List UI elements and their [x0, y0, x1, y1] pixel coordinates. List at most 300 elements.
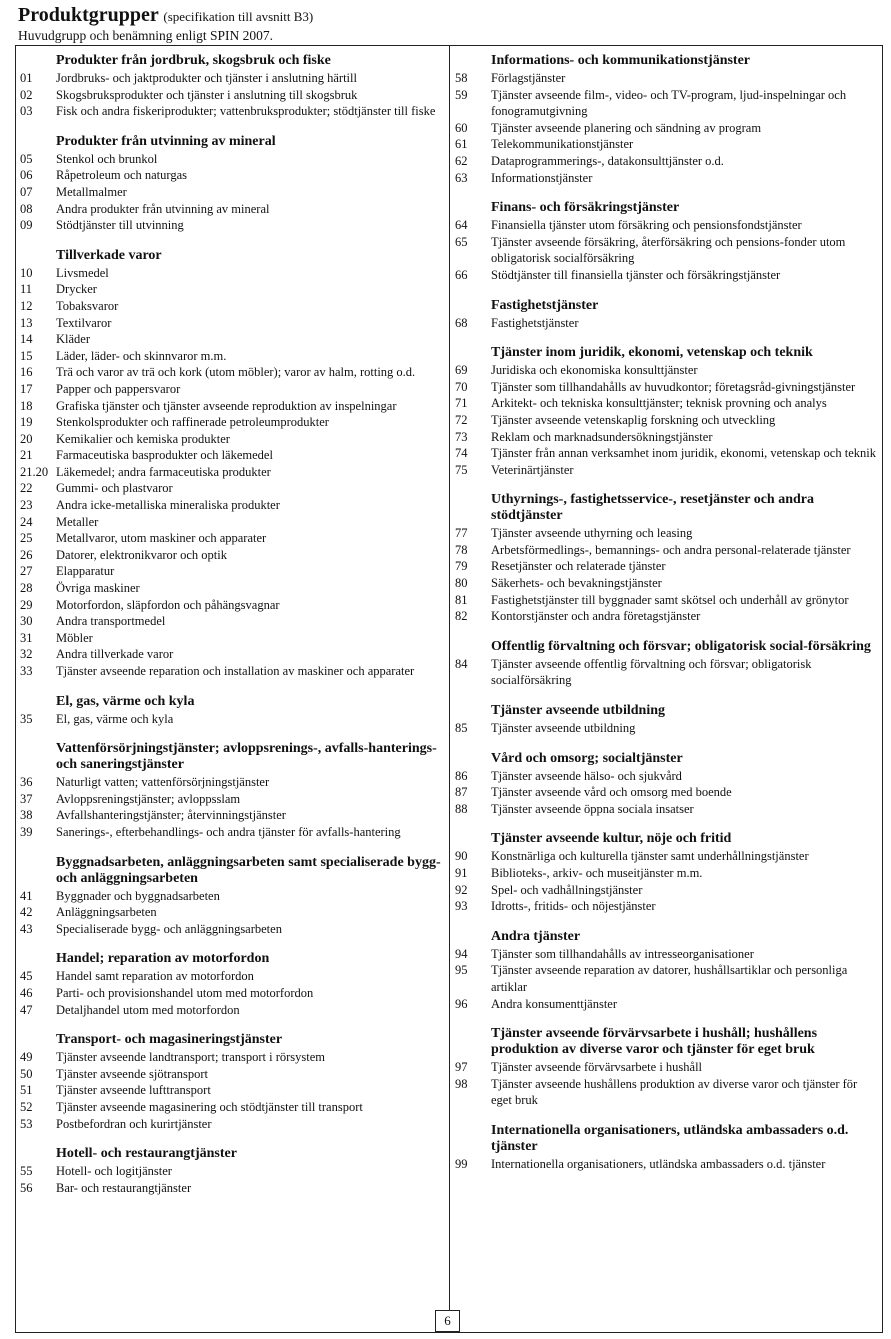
- item-code: 16: [20, 365, 33, 380]
- item-label: Specialiserade bygg- och anläggningsarbeten: [56, 921, 282, 936]
- list-item: [455, 575, 880, 592]
- item-code: 90: [455, 849, 468, 864]
- item-code: 20: [20, 431, 33, 446]
- item-code: 99: [455, 1156, 468, 1171]
- item-label: Tjänster avseende offentlig förvaltning och försvar; obligatorisk socialförsäkring: [491, 656, 812, 688]
- list-item: [20, 217, 445, 234]
- item-code: 84: [455, 656, 468, 671]
- item-label: Fastighetstjänster: [491, 315, 579, 330]
- list-item: [20, 1002, 445, 1019]
- item-label: Idrotts-, fritids- och nöjestjänster: [491, 899, 656, 914]
- item-code: 23: [20, 498, 33, 513]
- list-item: [455, 962, 880, 995]
- list-item: [20, 774, 445, 791]
- item-label: Avloppsreningstjänster; avloppsslam: [56, 791, 241, 806]
- group-title: Tjänster inom juridik, ekonomi, vetenskap och teknik: [491, 345, 813, 361]
- item-label: Stödtjänster till utvinning: [56, 218, 184, 233]
- item-label: Parti- och provisionshandel utom med motorfordon: [56, 985, 314, 1000]
- item-code: 62: [455, 153, 468, 168]
- item-label: Datorer, elektronikvaror och optik: [56, 547, 227, 562]
- product-group: [455, 703, 880, 737]
- item-label: Övriga maskiner: [56, 581, 140, 596]
- list-item: [20, 824, 445, 841]
- list-item: [20, 1082, 445, 1099]
- item-label: Stenkolsprodukter och raffinerade petroleumprodukter: [56, 415, 329, 430]
- item-code: 80: [455, 576, 468, 591]
- item-label: Resetjänster och relaterade tjänster: [491, 559, 666, 574]
- item-label: El, gas, värme och kyla: [56, 711, 174, 726]
- list-item: [455, 445, 880, 462]
- item-code: 51: [20, 1083, 33, 1098]
- item-label: Drycker: [56, 282, 97, 297]
- list-item: [455, 946, 880, 963]
- document-title: Produktgrupper: [18, 4, 159, 26]
- group-title: Uthyrnings-, fastighetsservice-, resetjänster och andra stödtjänster: [491, 492, 814, 524]
- list-item: [455, 267, 880, 284]
- list-item: [20, 431, 445, 448]
- item-code: 50: [20, 1066, 33, 1081]
- item-code: 37: [20, 791, 33, 806]
- item-label: Andra icke-metalliska mineraliska produkter: [56, 498, 280, 513]
- item-label: Stenkol och brunkol: [56, 151, 158, 166]
- item-label: Säkerhets- och bevakningstjänster: [491, 576, 662, 591]
- list-item: [20, 331, 445, 348]
- item-label: Trä och varor av trä och kork (utom möbler); varor av halm, rotting o.d.: [56, 365, 416, 380]
- item-code: 17: [20, 381, 33, 396]
- item-label: Tjänster avseende försäkring, återförsäkring och pensions-fonder utom obligatorisk socialförsäkring: [491, 234, 846, 266]
- item-code: 26: [20, 547, 33, 562]
- product-group: [455, 831, 880, 914]
- item-label: Finansiella tjänster utom försäkring och pensionsfondstjänster: [491, 218, 802, 233]
- group-title: Vård och omsorg; socialtjänster: [491, 750, 683, 766]
- list-item: [455, 784, 880, 801]
- item-code: 70: [455, 379, 468, 394]
- list-item: [455, 525, 880, 542]
- list-item: [20, 630, 445, 647]
- list-item: [455, 170, 880, 187]
- list-item: [20, 711, 445, 728]
- item-code: 07: [20, 184, 33, 199]
- item-code: 21: [20, 448, 33, 463]
- item-label: Tjänster från annan verksamhet inom juridik, ekonomi, vetenskap och teknik: [491, 446, 876, 461]
- list-item: [455, 153, 880, 170]
- item-code: 92: [455, 882, 468, 897]
- group-title: Fastighetstjänster: [491, 297, 599, 313]
- item-label: Arbetsförmedlings-, bemannings- och andra personal-relaterade tjänster: [491, 542, 851, 557]
- item-code: 08: [20, 201, 33, 216]
- item-code: 33: [20, 664, 33, 678]
- item-code: 55: [20, 1164, 33, 1179]
- item-code: 60: [455, 120, 468, 135]
- item-label: Veterinärtjänster: [491, 462, 574, 477]
- item-code: 05: [20, 151, 33, 166]
- item-code: 12: [20, 298, 33, 313]
- list-item: [20, 315, 445, 332]
- item-code: 42: [20, 905, 33, 920]
- product-group: [455, 1123, 880, 1173]
- item-label: Postbefordran och kurirtjänster: [56, 1116, 212, 1131]
- item-label: Tjänster avseende reparation av datorer, hushållsartiklar och personliga artiklar: [491, 963, 848, 994]
- item-code: 82: [455, 609, 468, 624]
- item-label: Skogsbruksprodukter och tjänster i anslutning till skogsbruk: [56, 87, 358, 102]
- item-label: Byggnader och byggnadsarbeten: [56, 888, 220, 903]
- list-item: [455, 1076, 880, 1109]
- list-item: [455, 315, 880, 332]
- item-label: Metallmalmer: [56, 184, 127, 199]
- item-code: 03: [20, 104, 33, 119]
- list-item: [455, 379, 880, 396]
- item-code: 78: [455, 542, 468, 557]
- item-label: Grafiska tjänster och tjänster avseende reproduktion av inspelningar: [56, 398, 397, 413]
- list-item: [20, 921, 445, 938]
- list-item: [20, 888, 445, 905]
- product-group: [20, 1146, 445, 1196]
- group-title: Andra tjänster: [491, 928, 581, 944]
- group-title: Produkter från jordbruk, skogsbruk och fiske: [56, 53, 331, 68]
- item-label: Tjänster avseende förvärvsarbete i hushåll: [491, 1060, 703, 1075]
- document-description: Huvudgrupp och benämning enligt SPIN 2007.: [18, 28, 273, 43]
- item-code: 49: [20, 1050, 33, 1065]
- item-code: 10: [20, 265, 33, 280]
- item-code: 46: [20, 985, 33, 1000]
- document-title-line: [18, 4, 313, 28]
- item-label: Tjänster avseende lufttransport: [56, 1083, 211, 1098]
- item-code: 81: [455, 592, 468, 607]
- item-label: Internationella organisationers, utländska ambassaders o.d. tjänster: [491, 1156, 826, 1171]
- list-item: [20, 1099, 445, 1116]
- item-label: Tjänster avseende hälso- och sjukvård: [491, 768, 682, 783]
- item-label: Telekommunikationstjänster: [491, 137, 634, 152]
- item-label: Kemikalier och kemiska produkter: [56, 431, 230, 446]
- list-item: [20, 381, 445, 398]
- item-label: Gummi- och plastvaror: [56, 481, 173, 496]
- item-code: 98: [455, 1076, 468, 1091]
- item-label: Informationstjänster: [491, 170, 593, 185]
- item-label: Farmaceutiska basprodukter och läkemedel: [56, 448, 273, 463]
- list-item: [455, 1059, 880, 1076]
- item-code: 43: [20, 921, 33, 936]
- list-item: [455, 865, 880, 882]
- item-label: Tjänster avseende utbildning: [491, 721, 636, 736]
- product-group: [455, 1026, 880, 1109]
- item-label: Andra tillverkade varor: [56, 647, 174, 662]
- group-title: Tjänster avseende förvärvsarbete i hushåll; hushållens produktion av diverse varor och tjänster för eget bruk: [491, 1026, 818, 1058]
- item-code: 39: [20, 824, 33, 839]
- item-code: 93: [455, 899, 468, 914]
- item-code: 53: [20, 1116, 33, 1131]
- item-label: Jordbruks- och jaktprodukter och tjänster i anslutning härtill: [56, 71, 357, 85]
- item-code: 13: [20, 315, 33, 330]
- item-code: 75: [455, 462, 468, 477]
- item-label: Fisk och andra fiskeriprodukter; vattenbruksprodukter; stödtjänster till fiske: [56, 104, 436, 119]
- item-label: Tjänster avseende vetenskaplig forskning och utveckling: [491, 412, 776, 427]
- item-label: Reklam och marknadsundersökningstjänster: [491, 429, 713, 444]
- group-title: Produkter från utvinning av mineral: [56, 133, 276, 149]
- product-group: [455, 53, 880, 186]
- group-title: Tjänster avseende kultur, nöje och fritid: [491, 831, 732, 847]
- list-item: [20, 1180, 445, 1197]
- item-code: 96: [455, 996, 468, 1011]
- list-item: [20, 151, 445, 168]
- item-code: 41: [20, 888, 33, 903]
- product-group: [20, 134, 445, 234]
- item-code: 38: [20, 808, 33, 823]
- list-item: [455, 87, 880, 120]
- list-item: [455, 70, 880, 87]
- right-column: [455, 53, 880, 1187]
- item-code: 29: [20, 597, 33, 612]
- group-title: Tillverkade varor: [56, 247, 162, 263]
- item-code: 71: [455, 396, 468, 411]
- item-code: 95: [455, 963, 468, 978]
- item-label: Metaller: [56, 514, 99, 529]
- list-item: [455, 608, 880, 625]
- item-label: Läkemedel; andra farmaceutiska produkter: [56, 464, 271, 479]
- list-item: [20, 968, 445, 985]
- list-item: [20, 547, 445, 564]
- item-code: 01: [20, 71, 33, 85]
- item-code: 79: [455, 559, 468, 574]
- item-label: Sanerings-, efterbehandlings- och andra tjänster för avfalls-hantering: [56, 824, 401, 839]
- product-group: [455, 929, 880, 1012]
- list-item: [455, 1156, 880, 1173]
- item-label: Papper och pappersvaror: [56, 381, 181, 396]
- group-title: Internationella organisationers, utländska ambassaders o.d. tjänster: [491, 1122, 849, 1154]
- item-code: 35: [20, 711, 33, 726]
- list-item: [455, 558, 880, 575]
- product-group: [455, 639, 880, 689]
- list-item: [20, 281, 445, 298]
- item-code: 94: [455, 946, 468, 961]
- list-item: [455, 429, 880, 446]
- item-code: 09: [20, 218, 33, 233]
- list-item: [455, 848, 880, 865]
- item-code: 24: [20, 514, 33, 529]
- item-code: 73: [455, 429, 468, 444]
- document-subtitle: (specifikation till avsnitt B3): [163, 9, 314, 24]
- list-item: [455, 898, 880, 915]
- item-label: Läder, läder- och skinnvaror m.m.: [56, 348, 227, 363]
- list-item: [20, 580, 445, 597]
- list-item: [20, 464, 445, 481]
- list-item: [455, 217, 880, 234]
- item-code: 68: [455, 315, 468, 330]
- list-item: [20, 646, 445, 663]
- list-item: [20, 167, 445, 184]
- item-label: Metallvaror, utom maskiner och apparater: [56, 531, 267, 546]
- item-label: Biblioteks-, arkiv- och museitjänster m.m.: [491, 866, 703, 880]
- document-header: [18, 4, 313, 44]
- group-title: Transport- och magasineringstjänster: [56, 1032, 283, 1048]
- list-item: [455, 592, 880, 609]
- product-group: [455, 345, 880, 478]
- item-label: Möbler: [56, 630, 93, 645]
- list-item: [20, 497, 445, 514]
- list-item: [20, 103, 445, 120]
- list-item: [20, 807, 445, 824]
- item-code: 52: [20, 1099, 33, 1114]
- list-item: [20, 530, 445, 547]
- list-item: [20, 1163, 445, 1180]
- product-group: [455, 298, 880, 332]
- group-title: Byggnadsarbeten, anläggningsarbeten samt specialiserade bygg- och anläggningsarbeten: [56, 854, 441, 886]
- item-label: Fastighetstjänster till byggnader samt skötsel och underhåll av grönytor: [491, 592, 849, 607]
- item-label: Motorfordon, släpfordon och påhängsvagnar: [56, 597, 280, 612]
- list-item: [20, 613, 445, 630]
- item-label: Detaljhandel utom med motorfordon: [56, 1002, 240, 1017]
- list-item: [20, 298, 445, 315]
- list-item: [20, 265, 445, 282]
- item-code: 91: [455, 866, 468, 880]
- list-item: [455, 120, 880, 137]
- group-title: Informations- och kommunikationstjänster: [491, 53, 751, 68]
- item-code: 47: [20, 1002, 33, 1017]
- item-code: 45: [20, 969, 33, 984]
- left-column: [20, 53, 445, 1210]
- item-code: 21.20: [20, 464, 49, 479]
- product-group: [20, 855, 445, 938]
- item-label: Tjänster avseende planering och sändning av program: [491, 120, 762, 135]
- item-label: Kontorstjänster och andra företagstjänster: [491, 609, 701, 624]
- item-code: 11: [20, 282, 33, 297]
- group-title: Handel; reparation av motorfordon: [56, 951, 270, 967]
- item-code: 88: [455, 801, 468, 816]
- item-label: Andra produkter från utvinning av mineral: [56, 201, 270, 216]
- list-item: [20, 791, 445, 808]
- item-label: Tjänster avseende hushållens produktion av diverse varor och tjänster för eget bruk: [491, 1076, 858, 1108]
- list-item: [20, 201, 445, 218]
- item-code: 25: [20, 531, 33, 546]
- product-group: [20, 741, 445, 840]
- item-code: 72: [455, 412, 468, 427]
- column-divider: [449, 45, 450, 1333]
- item-code: 18: [20, 398, 33, 413]
- list-item: [20, 1066, 445, 1083]
- list-item: [20, 480, 445, 497]
- item-code: 86: [455, 768, 468, 783]
- list-item: [20, 414, 445, 431]
- item-label: Tobaksvaror: [56, 298, 119, 313]
- item-label: Handel samt reparation av motorfordon: [56, 969, 254, 984]
- product-group: [20, 694, 445, 728]
- item-label: Dataprogrammerings-, datakonsulttjänster o.d.: [491, 153, 724, 168]
- item-code: 15: [20, 348, 33, 363]
- list-item: [455, 801, 880, 818]
- item-label: Arkitekt- och tekniska konsulttjänster; teknisk provning och analys: [491, 396, 827, 411]
- item-label: Spel- och vadhållningstjänster: [491, 882, 643, 897]
- list-item: [20, 514, 445, 531]
- list-item: [20, 364, 445, 381]
- item-label: Bar- och restaurangtjänster: [56, 1180, 192, 1195]
- group-title: El, gas, värme och kyla: [56, 693, 195, 709]
- item-code: 66: [455, 267, 468, 282]
- item-label: Konstnärliga och kulturella tjänster samt underhållningstjänster: [491, 849, 809, 864]
- list-item: [20, 447, 445, 464]
- list-item: [20, 1116, 445, 1133]
- list-item: [20, 904, 445, 921]
- list-item: [455, 462, 880, 479]
- list-item: [20, 663, 445, 680]
- item-label: Kläder: [56, 332, 91, 347]
- item-code: 69: [455, 363, 468, 378]
- list-item: [455, 720, 880, 737]
- list-item: [455, 412, 880, 429]
- item-label: Avfallshanteringstjänster; återvinningstjänster: [56, 808, 286, 823]
- item-label: Stödtjänster till finansiella tjänster och försäkringstjänster: [491, 267, 781, 282]
- item-code: 87: [455, 785, 468, 800]
- item-code: 31: [20, 630, 33, 645]
- item-label: Textilvaror: [56, 315, 112, 330]
- list-item: [20, 184, 445, 201]
- product-group: [455, 751, 880, 818]
- item-label: Tjänster avseende vård och omsorg med boende: [491, 785, 732, 800]
- list-item: [20, 70, 445, 87]
- item-label: Tjänster avseende reparation och installation av maskiner och apparater: [56, 664, 415, 678]
- list-item: [20, 398, 445, 415]
- item-code: 97: [455, 1060, 468, 1075]
- item-code: 06: [20, 168, 33, 183]
- item-code: 59: [455, 87, 468, 102]
- group-title: Tjänster avseende utbildning: [491, 703, 665, 719]
- item-label: Juridiska och ekonomiska konsulttjänster: [491, 363, 698, 378]
- product-group: [455, 492, 880, 625]
- group-title: Hotell- och restaurangtjänster: [56, 1146, 237, 1162]
- item-label: Råpetroleum och naturgas: [56, 168, 187, 183]
- item-label: Tjänster avseende öppna sociala insatser: [491, 801, 694, 816]
- group-title: Finans- och försäkringstjänster: [491, 200, 680, 216]
- item-code: 02: [20, 87, 33, 102]
- list-item: [455, 656, 880, 689]
- item-code: 56: [20, 1180, 33, 1195]
- item-label: Tjänster avseende magasinering och stödtjänster till transport: [56, 1099, 363, 1114]
- page-number: 6: [435, 1310, 460, 1332]
- item-code: 61: [455, 137, 468, 152]
- product-group: [20, 248, 445, 680]
- list-item: [455, 362, 880, 379]
- product-group: [20, 1032, 445, 1132]
- item-code: 58: [455, 71, 468, 85]
- item-code: 28: [20, 581, 33, 596]
- item-label: Andra konsumenttjänster: [491, 996, 618, 1011]
- item-label: Naturligt vatten; vattenförsörjningstjänster: [56, 775, 270, 790]
- group-title: Offentlig förvaltning och försvar; obligatorisk social-försäkring: [491, 638, 871, 654]
- item-label: Hotell- och logitjänster: [56, 1164, 172, 1179]
- item-label: Tjänster avseende uthyrning och leasing: [491, 526, 693, 541]
- item-code: 14: [20, 332, 33, 347]
- group-title: Vattenförsörjningstjänster; avloppsrenings-, avfalls-hanterings- och saneringstjänster: [56, 741, 437, 773]
- product-group: [455, 200, 880, 283]
- product-group: [20, 53, 445, 120]
- item-code: 32: [20, 647, 33, 662]
- item-code: 74: [455, 446, 468, 461]
- item-label: Tjänster avseende sjötransport: [56, 1066, 209, 1081]
- list-item: [455, 136, 880, 153]
- item-code: 27: [20, 564, 33, 579]
- item-label: Anläggningsarbeten: [56, 905, 157, 920]
- item-code: 85: [455, 721, 468, 736]
- list-item: [455, 234, 880, 267]
- list-item: [455, 882, 880, 899]
- item-label: Förlagstjänster: [491, 71, 566, 85]
- item-label: Andra transportmedel: [56, 614, 166, 629]
- list-item: [455, 768, 880, 785]
- item-code: 65: [455, 234, 468, 249]
- product-group: [20, 951, 445, 1018]
- item-label: Tjänster som tillhandahålls av huvudkontor; företagsråd-givningstjänster: [491, 379, 856, 394]
- item-code: 63: [455, 170, 468, 185]
- item-label: Tjänster som tillhandahålls av intresseorganisationer: [491, 946, 754, 961]
- list-item: [455, 395, 880, 412]
